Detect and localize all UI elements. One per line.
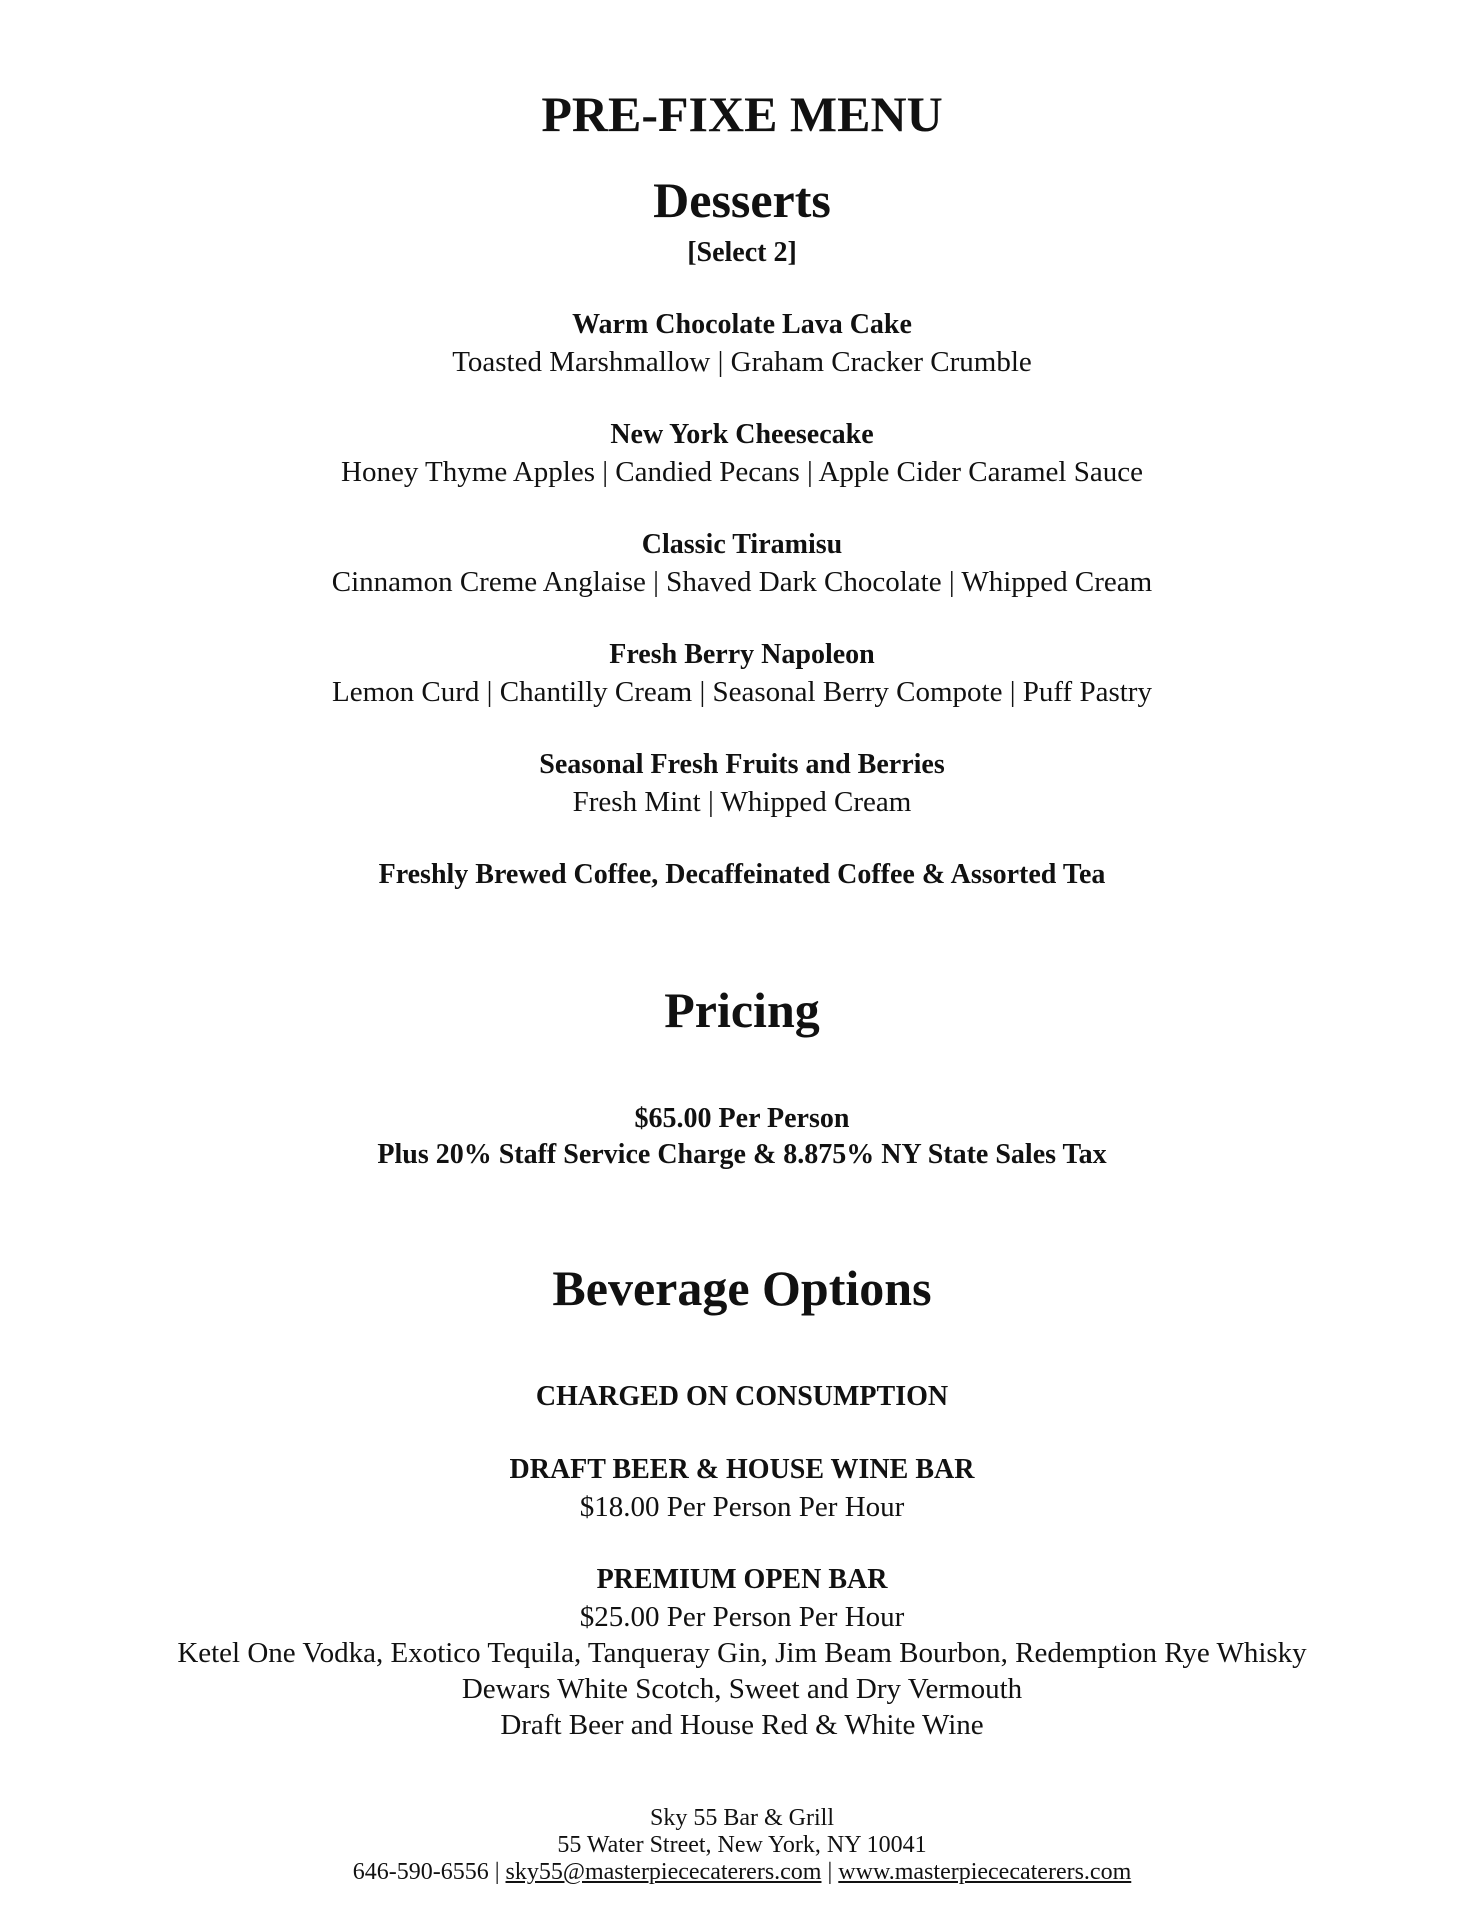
service-charges: Plus 20% Staff Service Charge & 8.875% NY State Sales Tax: [377, 1139, 1107, 1170]
dessert-name: Classic Tiramisu: [641, 529, 843, 560]
dessert-name: Fresh Berry Napoleon: [609, 639, 875, 670]
bar-option-title: DRAFT BEER & HOUSE WINE BAR: [509, 1454, 975, 1485]
dessert-description: Toasted Marshmallow | Graham Cracker Crumble: [452, 346, 1032, 378]
footer-contact: [0, 1859, 1484, 1886]
select-note: [Select 2]: [687, 237, 797, 268]
footer-website-link[interactable]: www.masterpiececaterers.com: [838, 1859, 1132, 1885]
footer-name: Sky 55 Bar & Grill: [650, 1805, 834, 1831]
desserts-heading: Desserts: [653, 172, 831, 228]
dessert-description: Honey Thyme Apples | Candied Pecans | Apple Cider Caramel Sauce: [341, 456, 1143, 488]
charged-note: CHARGED ON CONSUMPTION: [535, 1381, 949, 1412]
dessert-name: Seasonal Fresh Fruits and Berries: [539, 749, 945, 780]
footer-address: 55 Water Street, New York, NY 10041: [557, 1832, 927, 1858]
coffee-note: Freshly Brewed Coffee, Decaffeinated Coffee & Assorted Tea: [378, 859, 1106, 890]
footer-separator: |: [827, 1859, 833, 1885]
price-per-person: $65.00 Per Person: [634, 1103, 850, 1134]
footer-phone: 646-590-6556: [352, 1859, 489, 1885]
pricing-heading: Pricing: [664, 982, 820, 1038]
footer-email-link[interactable]: sky55@masterpiececaterers.com: [505, 1859, 822, 1885]
dessert-name: New York Cheesecake: [610, 419, 874, 450]
page-title: PRE-FIXE MENU: [541, 86, 943, 142]
bar-option-price: $25.00 Per Person Per Hour: [579, 1601, 905, 1633]
footer-separator: |: [494, 1859, 500, 1885]
bar-option-detail: Dewars White Scotch, Sweet and Dry Vermouth: [461, 1673, 1023, 1705]
dessert-name: Warm Chocolate Lava Cake: [572, 309, 912, 340]
beverages-heading: Beverage Options: [552, 1260, 932, 1316]
bar-option-price: $18.00 Per Person Per Hour: [579, 1491, 905, 1523]
bar-option-detail: Ketel One Vodka, Exotico Tequila, Tanqueray Gin, Jim Beam Bourbon, Redemption Rye Whisky: [177, 1637, 1307, 1669]
dessert-description: Fresh Mint | Whipped Cream: [572, 786, 912, 818]
bar-option-title: PREMIUM OPEN BAR: [596, 1564, 888, 1595]
dessert-description: Cinnamon Creme Anglaise | Shaved Dark Chocolate | Whipped Cream: [331, 566, 1153, 598]
dessert-description: Lemon Curd | Chantilly Cream | Seasonal Berry Compote | Puff Pastry: [332, 676, 1152, 708]
bar-option-detail: Draft Beer and House Red & White Wine: [500, 1709, 984, 1741]
